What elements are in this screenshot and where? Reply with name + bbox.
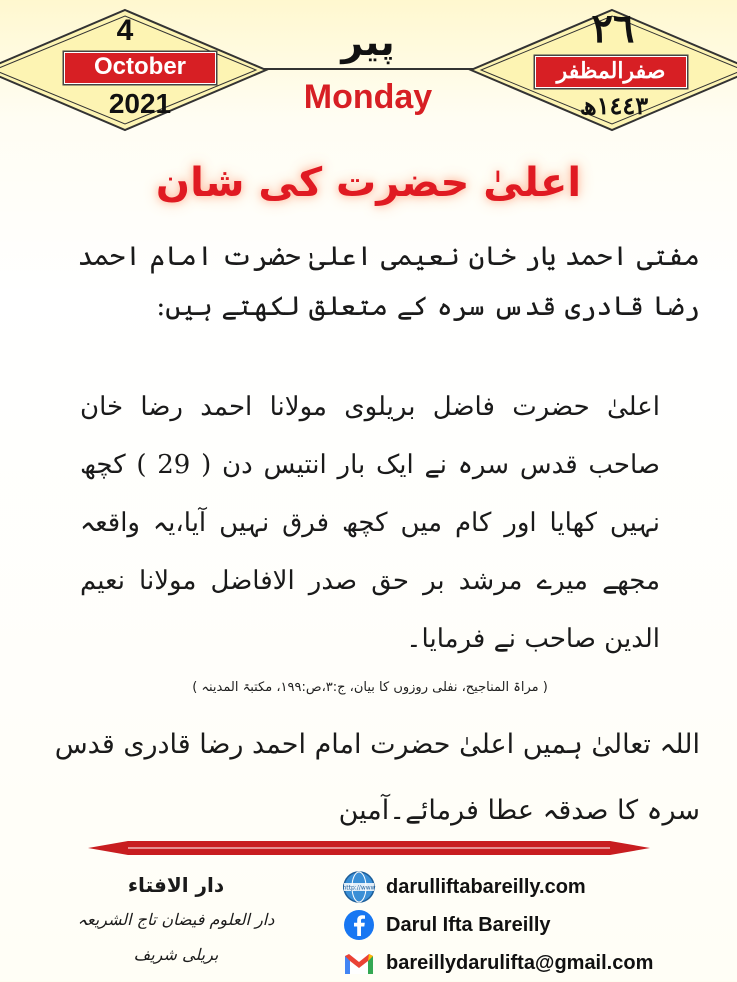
gregorian-year: 2021	[108, 88, 172, 119]
hijri-day: ٢٦	[591, 7, 635, 51]
organization-block	[36, 868, 316, 972]
weekday-english: Monday	[303, 78, 433, 116]
quote-paragraph: اعلیٰ حضرت فاضل بریلوی مولانا احمد رضا خان صاحب قدس سرہ نے ایک بار انتیس دن ( 29 ) کچھ نہیں کھایا اور کام میں کچھ فرق نہیں آیا،یہ واقعہ مجھے میرے مرشد بر حق صدر الافاضل مولانا نعیم الدین صاحب نے فرمایا۔	[80, 392, 661, 654]
reference-citation: ( مراۃ المناجیح، نفلی روزوں کا بیان، ج:٣،ص:١٩٩، مکتبۃ المدینہ )	[192, 680, 548, 695]
hijri-month: صفرالمظفر	[535, 56, 687, 88]
website-row[interactable]	[342, 868, 732, 906]
headline: اعلیٰ حضرت کی شان	[155, 160, 582, 206]
org-line-2: دار العلوم فیضان تاج الشریعہ	[77, 910, 275, 929]
email-link[interactable]: bareillydarulifta@gmail.com	[386, 951, 654, 974]
globe-icon	[342, 870, 376, 904]
org-line-1: دار الافتاء	[127, 873, 225, 897]
web-badge-text: http://www	[342, 884, 376, 892]
email-row[interactable]	[342, 944, 732, 982]
facebook-link[interactable]: Darul Ifta Bareilly	[386, 913, 551, 936]
hijri-year: ١٤٤٣ھ	[579, 93, 649, 120]
hijri-date-diamond	[467, 6, 737, 134]
intro-paragraph: مفتی احمد یار خان نعیمی اعلیٰ حضرت امام احمد رضا قادری قدس سرہ کے متعلق لکھتے ہیں:	[77, 241, 700, 322]
gregorian-day: 4	[116, 14, 134, 47]
org-line-3: بریلی شریف	[133, 945, 219, 964]
facebook-row[interactable]	[342, 906, 732, 944]
website-link[interactable]: darulliftabareilly.com	[386, 875, 586, 898]
arrow-divider	[88, 838, 650, 858]
gregorian-month: October	[64, 52, 216, 84]
contact-list	[342, 868, 732, 982]
gregorian-date-diamond	[0, 6, 270, 134]
facebook-icon	[342, 908, 376, 942]
prayer-paragraph: اللہ تعالیٰ ہمیں اعلیٰ حضرت امام احمد رضا قادری قدس سرہ کا صدقہ عطا فرمائے۔آمین	[54, 729, 700, 826]
gmail-icon	[342, 946, 376, 980]
weekday-urdu: پیر	[341, 20, 395, 64]
